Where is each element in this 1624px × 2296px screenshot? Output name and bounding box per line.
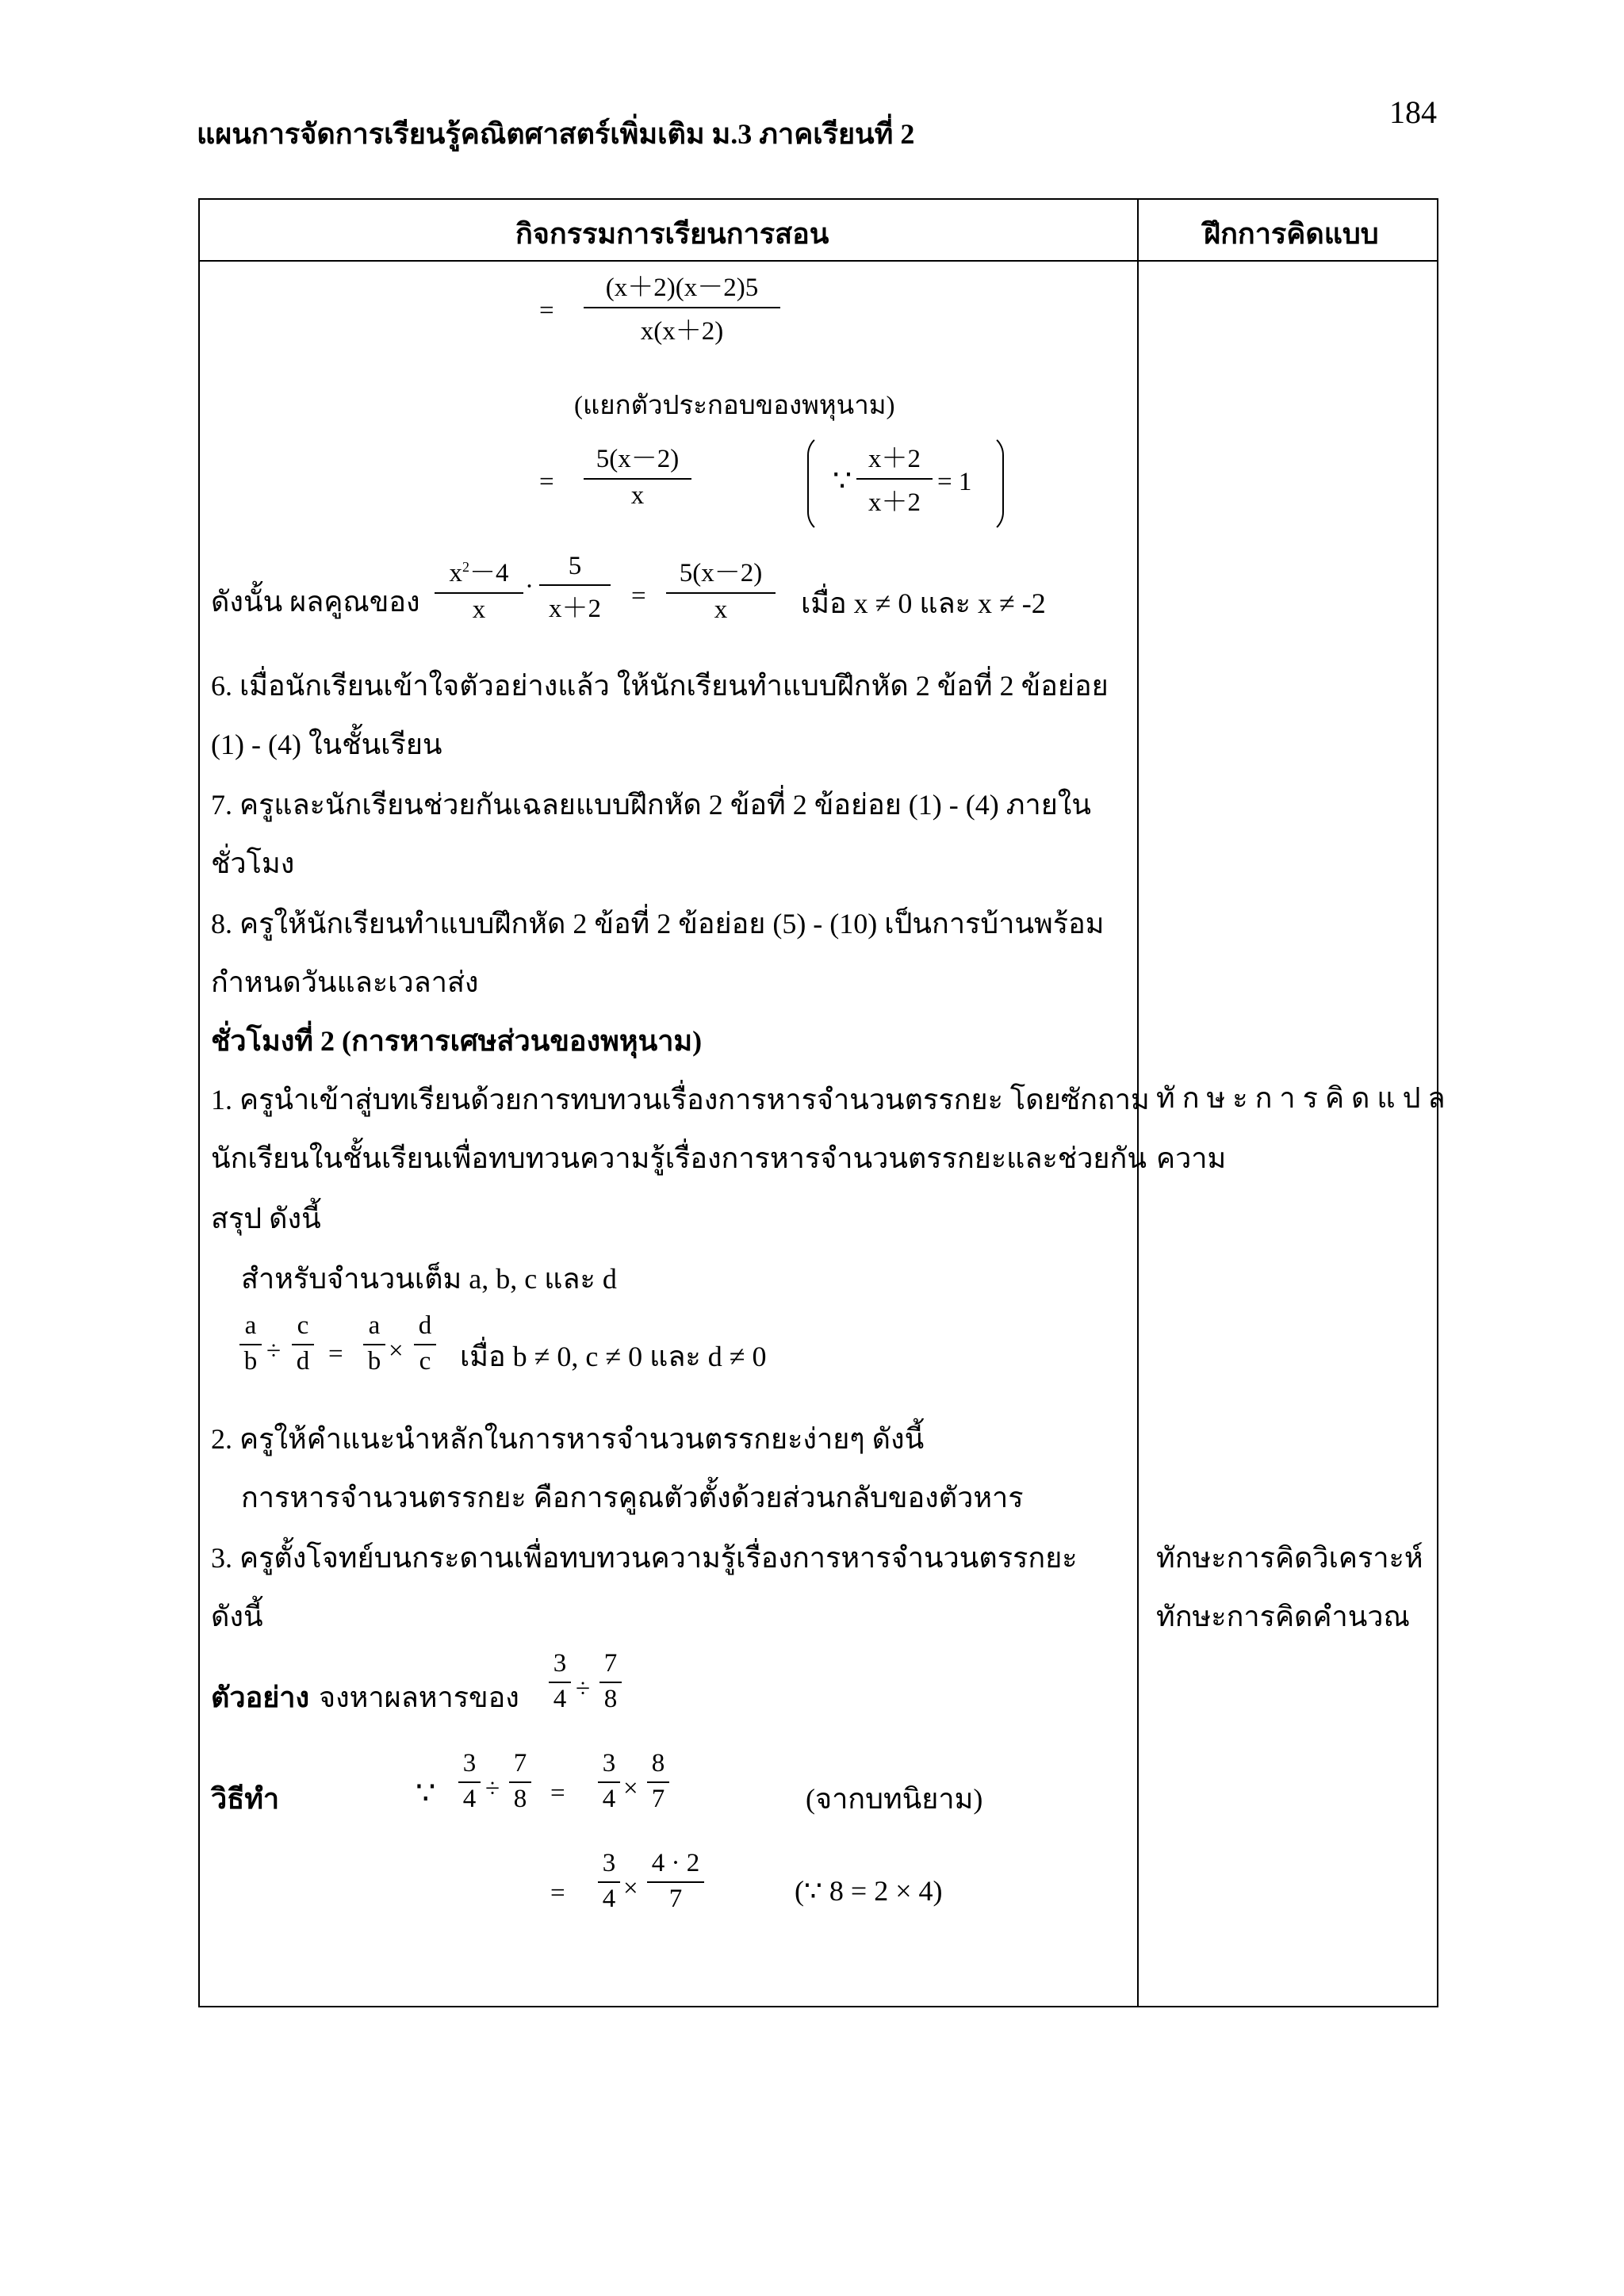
- fraction-2: [584, 438, 691, 511]
- col-header-thinking: ฝึกการคิดแบบ: [1204, 218, 1379, 250]
- right-parenthesis: [982, 433, 1004, 534]
- fraction-bar: [666, 592, 776, 594]
- fraction-bar: [435, 592, 523, 594]
- solution-3-over-4-b: 3 4: [598, 1749, 620, 1814]
- divide-operator: ÷: [576, 1674, 591, 1703]
- fraction-bar: [539, 584, 611, 586]
- step-7-line-2: ชั่วโมง: [211, 848, 295, 879]
- fraction-6-denominator: x: [714, 595, 728, 624]
- fraction-bar: [584, 307, 780, 308]
- fraction-2-denominator: x: [630, 481, 645, 510]
- hour-2-step-3-line-2: ดังนี้: [211, 1601, 263, 1632]
- fraction-5: [539, 552, 611, 625]
- hour-2-step-3-line-1: 3. ครูตั้งโจทย์บนกระดานเพื่อทบทวนความรู้เรื่องการหารจำนวนตรรกยะ: [211, 1542, 1078, 1574]
- equals-sign: =: [328, 1340, 343, 1368]
- fraction-3-denominator: x＋2: [868, 488, 921, 517]
- skill-analysis: ทักษะการคิดวิเคราะห์: [1156, 1542, 1423, 1574]
- fraction-bar: [292, 1344, 314, 1345]
- fraction-bar: [584, 478, 691, 480]
- fraction-bar: [549, 1682, 571, 1683]
- col-header-activities: กิจกรรมการเรียนการสอน: [515, 218, 829, 250]
- divide-operator: ÷: [485, 1774, 500, 1803]
- solution-8-over-7: 8 7: [647, 1749, 669, 1814]
- method-label: วิธีทำ: [211, 1783, 280, 1815]
- equals-sign: =: [631, 582, 646, 610]
- because-symbol: ∵: [833, 465, 852, 498]
- fraction-bar: [856, 478, 933, 480]
- fraction-bar: [458, 1781, 481, 1783]
- definition-note: (จากบทนิยาม): [806, 1783, 983, 1815]
- fraction-3-numerator: x＋2: [868, 445, 921, 473]
- rule-c-over-d: c d: [292, 1311, 314, 1376]
- fraction-3: [856, 438, 933, 519]
- fraction-5-numerator: 5: [568, 552, 582, 580]
- product-label: ดังนั้น ผลคูณของ: [211, 586, 420, 618]
- hour-2-step-1-line-1: 1. ครูนำเข้าสู่บทเรียนด้วยการทบทวนเรื่องการหารจำนวนตรรกยะ โดยซักถาม: [211, 1084, 1150, 1115]
- rule-a-over-b-2: a b: [363, 1311, 385, 1376]
- skill-translation-line-2: ความ: [1156, 1142, 1227, 1174]
- equals-sign: =: [539, 468, 554, 496]
- left-parenthesis: [807, 433, 829, 534]
- factor-note: (แยกตัวประกอบของพหุนาม): [574, 392, 895, 420]
- step-6-line-1: 6. เมื่อนักเรียนเข้าใจตัวอย่างแล้ว ให้นักเรียนทำแบบฝึกหัด 2 ข้อที่ 2 ข้อย่อย: [211, 670, 1109, 702]
- equals-sign: =: [550, 1779, 565, 1808]
- solution-3-over-4-c: 3 4: [598, 1849, 620, 1914]
- example-7-over-8: 7 8: [599, 1649, 622, 1714]
- rule-d-over-c: d c: [414, 1311, 436, 1376]
- step-8-line-2: กำหนดวันและเวลาส่ง: [211, 966, 479, 998]
- fraction-bar: [509, 1781, 531, 1783]
- hour-2-step-2-line-2: การหารจำนวนตรรกยะ คือการคูณตัวตั้งด้วยส่วนกลับของตัวหาร: [241, 1482, 1024, 1513]
- fraction-2-numerator: 5(x－2): [596, 445, 680, 473]
- condition-text: เมื่อ x ≠ 0 และ x ≠ -2: [801, 587, 1046, 619]
- integers-line: สำหรับจำนวนเต็ม a, b, c และ d: [241, 1263, 617, 1295]
- dot-operator: ·: [525, 572, 534, 601]
- rule-a-over-b: a b: [239, 1311, 262, 1376]
- fraction-bar: [647, 1781, 669, 1783]
- document-title: แผนการจัดการเรียนรู้คณิตศาสตร์เพิ่มเติม ม.3 ภาคเรียนที่ 2: [197, 118, 915, 150]
- fraction-bar: [598, 1881, 620, 1883]
- hour-2-title: ชั่วโมงที่ 2 (การหารเศษส่วนของพหุนาม): [211, 1025, 703, 1057]
- fraction-1-denominator: x(x＋2): [640, 317, 724, 346]
- fraction-bar: [599, 1682, 622, 1683]
- example-label: ตัวอย่าง: [211, 1682, 310, 1713]
- skill-calculation: ทักษะการคิดคำนวณ: [1156, 1601, 1410, 1632]
- fraction-bar: [414, 1344, 436, 1345]
- fraction-1: [584, 266, 780, 347]
- fraction-6: [666, 552, 776, 625]
- because-note: (∵ 8 = 2 × 4): [795, 1875, 943, 1907]
- example-text: จงหาผลหารของ: [319, 1682, 519, 1713]
- fraction-bar: [239, 1344, 262, 1345]
- fraction-bar: [598, 1781, 620, 1783]
- skill-translation-line-1: ทักษะการคิดแปล: [1156, 1082, 1453, 1114]
- fraction-bar: [647, 1881, 704, 1883]
- fraction-6-numerator: 5(x－2): [679, 559, 763, 587]
- hour-2-step-1-line-3: สรุป ดังนี้: [211, 1203, 321, 1234]
- fraction-5-denominator: x＋2: [549, 595, 601, 623]
- example-3-over-4: 3 4: [549, 1649, 571, 1714]
- hour-2-step-1-line-2: นักเรียนในชั้นเรียนเพื่อทบทวนความรู้เรื่องการหารจำนวนตรรกยะและช่วยกัน: [211, 1142, 1147, 1174]
- page-number: 184: [1389, 94, 1437, 130]
- equals-sign: =: [550, 1879, 565, 1908]
- equals-sign: =: [539, 297, 554, 325]
- fraction-bar: [363, 1344, 385, 1345]
- solution-8-factored-over-7: 4 · 2 7: [647, 1849, 704, 1914]
- divide-operator: ÷: [266, 1337, 282, 1365]
- fraction-4-denominator: x: [472, 595, 486, 624]
- times-operator: ×: [389, 1337, 404, 1365]
- step-7-line-1: 7. ครูและนักเรียนช่วยกันเฉลยแบบฝึกหัด 2 ข้อที่ 2 ข้อย่อย (1) - (4) ภายใน: [211, 789, 1091, 821]
- fraction-4: [435, 552, 523, 625]
- hour-2-step-2-line-1: 2. ครูให้คำแนะนำหลักในการหารจำนวนตรรกยะง่ายๆ ดังนี้: [211, 1423, 925, 1455]
- step-8-line-1: 8. ครูให้นักเรียนทำแบบฝึกหัด 2 ข้อที่ 2 ข้อย่อย (5) - (10) เป็นการบ้านพร้อม: [211, 908, 1105, 939]
- rule-condition: เมื่อ b ≠ 0, c ≠ 0 และ d ≠ 0: [460, 1341, 767, 1372]
- times-operator: ×: [623, 1774, 638, 1803]
- equals-one: = 1: [937, 468, 972, 496]
- times-operator: ×: [623, 1874, 638, 1903]
- header-divider: [198, 260, 1438, 262]
- because-symbol: ∵: [416, 1775, 436, 1811]
- solution-7-over-8: 7 8: [509, 1749, 531, 1814]
- step-6-line-2: (1) - (4) ในชั้นเรียน: [211, 729, 442, 760]
- fraction-1-numerator: (x＋2)(x－2)5: [605, 274, 759, 302]
- solution-3-over-4: 3 4: [458, 1749, 481, 1814]
- fraction-4-numerator: $x^2-4$: [449, 559, 509, 587]
